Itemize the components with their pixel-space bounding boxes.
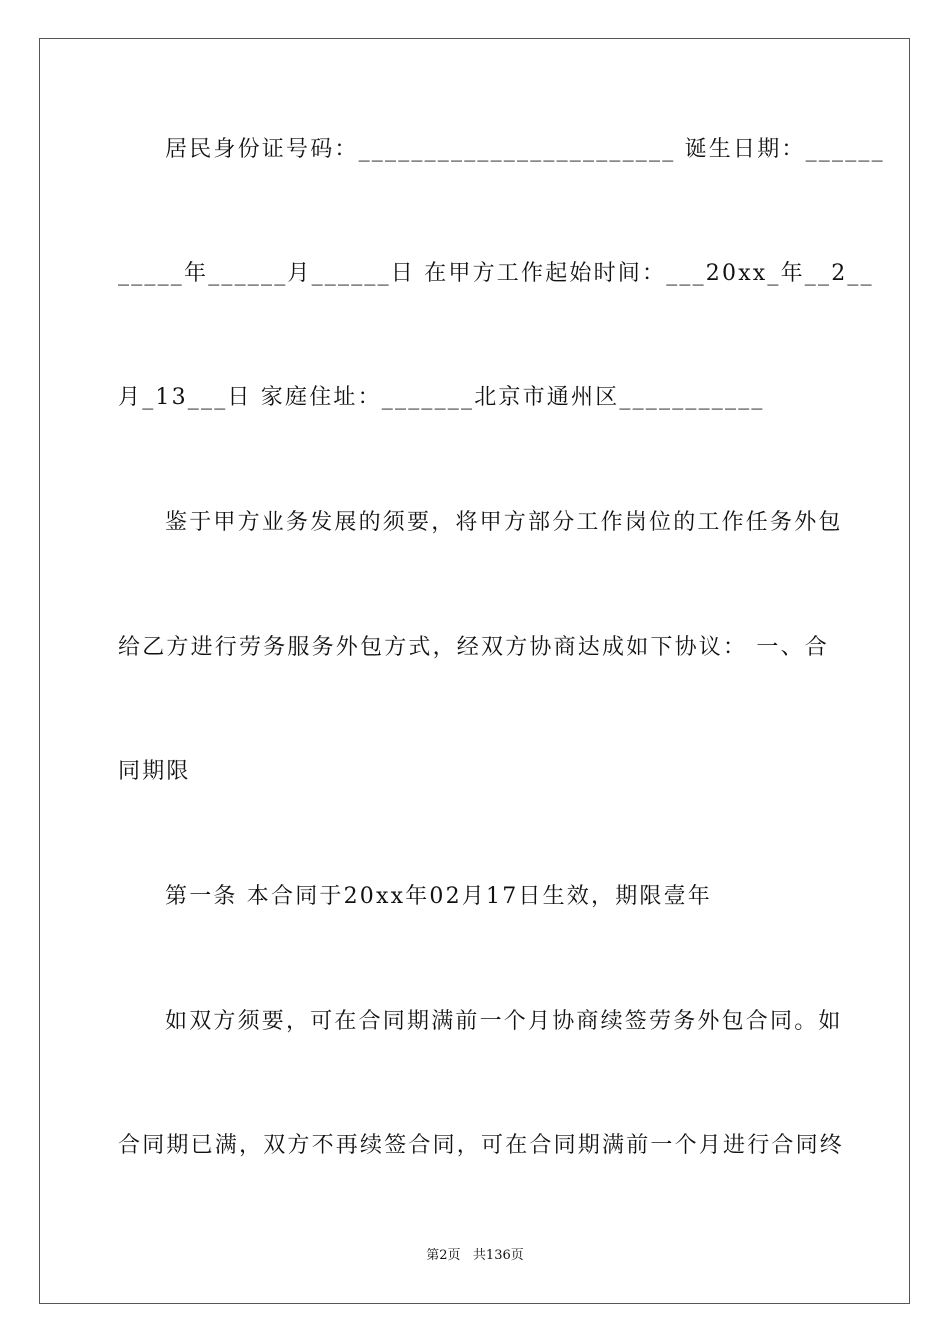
text-line-preamble-2: 给乙方进行劳务服务外包方式，经双方协商达成如下协议： 一、合 (118, 635, 829, 660)
text-line-renewal-2: 合同期已满，双方不再续签合同，可在合同期满前一个月进行合同终 (118, 1133, 845, 1158)
text-line-article-1: 第一条 本合同于20xx年02月17日生效，期限壹年 (165, 884, 712, 909)
text-line-renewal-1: 如双方须要，可在合同期满前一个月协商续签劳务外包合同。如 (165, 1009, 843, 1034)
section-heading-term: 同期限 (118, 759, 191, 784)
page-frame (39, 38, 910, 1304)
text-line-preamble-1: 鉴于甲方业务发展的须要，将甲方部分工作岗位的工作任务外包 (165, 510, 843, 535)
text-line-id-number: 居民身份证号码：________________________ 诞生日期：______ (165, 137, 885, 162)
text-line-address: 月_13___日 家庭住址：_______北京市通州区___________ (118, 385, 765, 410)
page-number-footer: 第2页 共136页 (426, 1248, 524, 1263)
text-line-birth-start-date: _____年______月______日 在甲方工作起始时间：___20xx_年__2__ (118, 261, 874, 286)
